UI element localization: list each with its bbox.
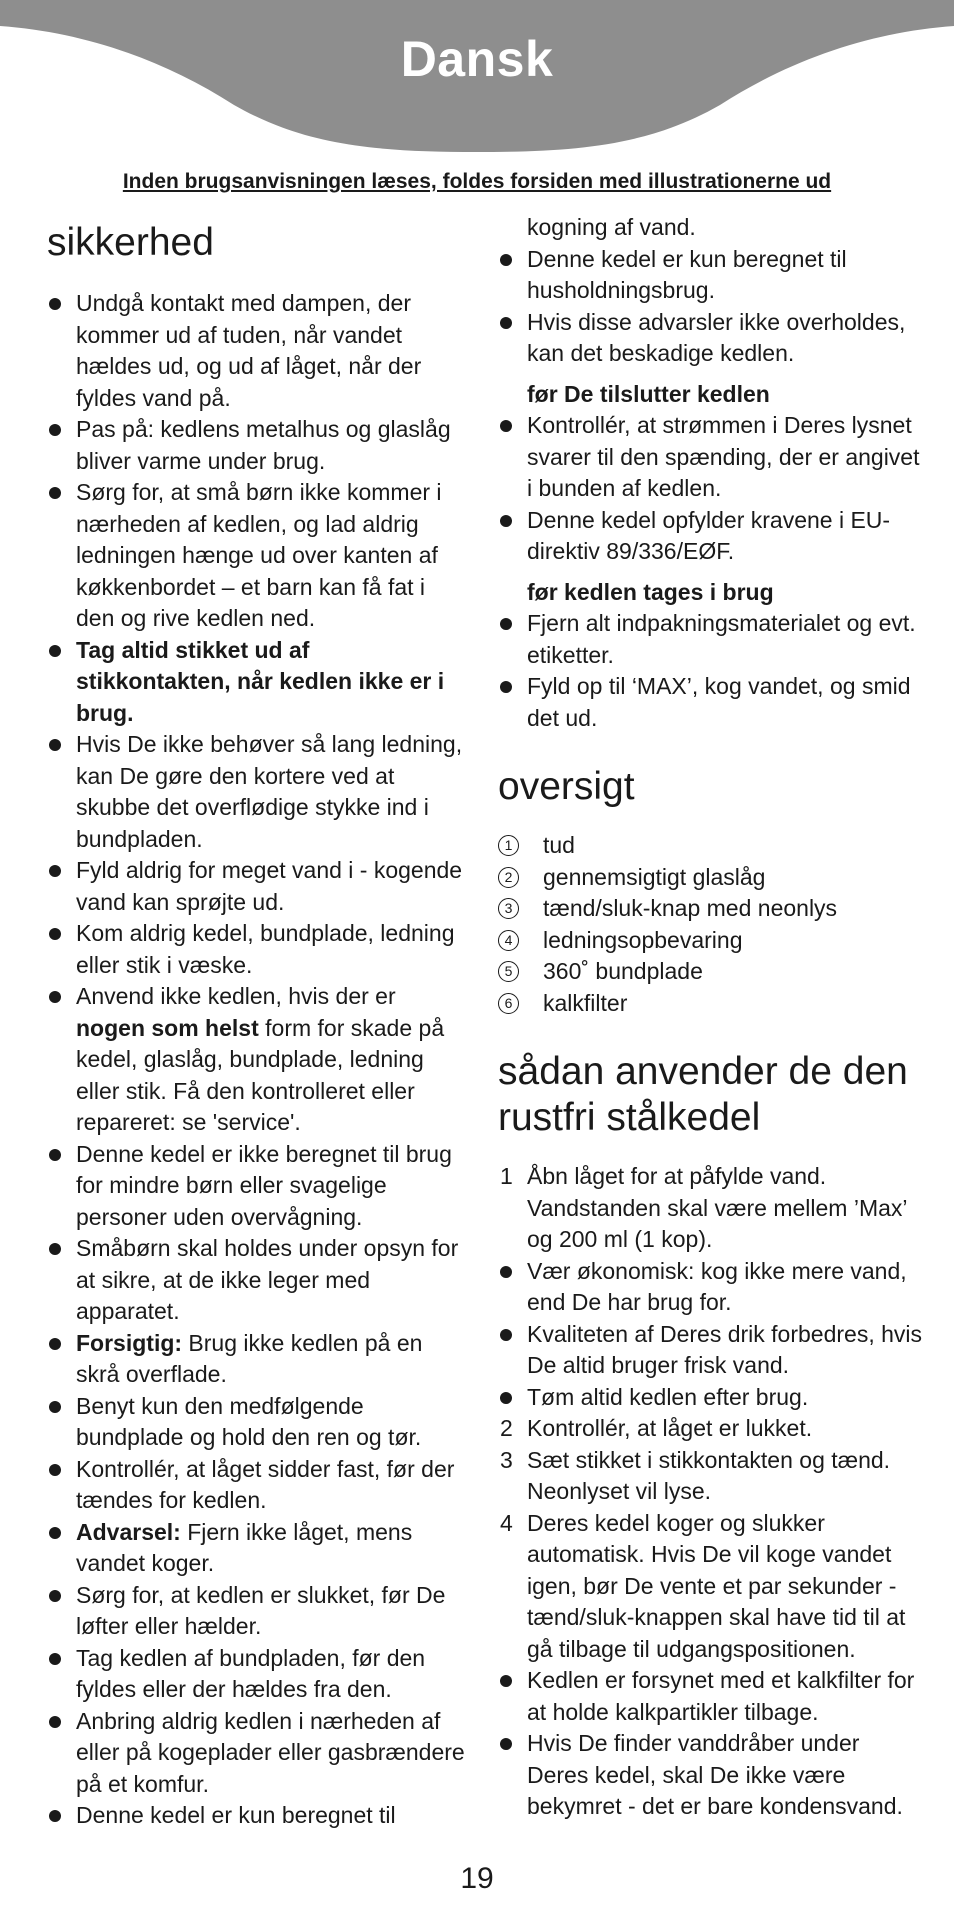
step-text: Kontrollér, at låget er lukket. [527,1415,813,1441]
header-band [0,0,954,160]
list-item [47,1328,467,1391]
list-item: Kedlen er forsynet med et kalkfilter for at holde kalkpartikler tilbage. [498,1665,923,1728]
before-use-list [498,608,923,734]
list-item: Hvis De ikke behøver så lang ledning, kan De gøre den kortere ved at skubbe det overflødige stykke ind i bundpladen. [47,729,467,855]
header-title: Dansk [400,31,554,87]
list-item: Denne kedel opfylder kravene i EU-direktiv 89/336/EØF. [498,505,923,568]
list-item: Hvis De finder vanddråber under Deres kedel, skal De ikke være bekymret - det er bare kondensvand. [498,1728,923,1823]
list-item: Anbring aldrig kedlen i nærheden af eller på kogeplader eller gasbrændere på et komfur. [47,1706,467,1801]
list-item: Hvis disse advarsler ikke overholdes, kan det beskadige kedlen. [498,307,923,370]
list-item: Fyld op til ‘MAX’, kog vandet, og smid det ud. [498,671,923,734]
list-item: Denne kedel er kun beregnet til husholdningsbrug. [498,244,923,307]
list-item: Undgå kontakt med dampen, der kommer ud af tuden, når vandet hældes ud, og ud af låget, når der fyldes vand på. [47,288,467,414]
right-column [498,212,923,1823]
list-item: Fjern alt indpakningsmaterialet og evt. etiketter. [498,608,923,671]
list-item: Tøm altid kedlen efter brug. [498,1382,923,1414]
list-item: Kom aldrig kedel, bundplade, ledning eller stik i væske. [47,918,467,981]
circled-number: 5 [498,961,519,982]
circled-number: 2 [498,867,519,888]
overview-label: tænd/sluk-knap med neonlys [543,895,838,921]
list-item: Kontrollér, at strømmen i Deres lysnet svarer til den spænding, der er angivet i bunden af kedlen. [498,410,923,505]
step-text: Sæt stikket i stikkontakten og tænd. Neonlyset vil lyse. [527,1446,891,1504]
list-item: Benyt kun den medfølgende bundplade og hold den ren og tør. [47,1391,467,1454]
section-heading-safety: sikkerhed [47,221,214,264]
list-item-emphasis: Forsigtig: [76,1329,183,1356]
circled-number: 6 [498,993,519,1014]
overview-item [498,956,923,988]
overview-item [498,862,923,894]
overview-label: gennemsigtigt glaslåg [543,863,766,890]
safety-list-continued [498,212,923,370]
list-item-text: Anvend ikke kedlen, hvis der er [76,983,396,1009]
list-item: Denne kedel er kun beregnet til [47,1800,467,1832]
list-item: Sørg for, at små børn ikke kommer i nærheden af kedlen, og lad aldrig ledningen hænge ud over kanten af køkkenbordet – et barn kan få fat i den og rive kedlen ned. [47,477,467,635]
list-item: Tag altid stikket ud af stikkontakten, når kedlen ikke er i brug. [47,635,467,730]
list-item-text: Brug ikke kedlen på en skrå overflade. [76,1329,423,1387]
step-number: 3 [500,1446,513,1473]
list-item-text: Fjern ikke låget, mens vandet koger. [76,1518,413,1576]
list-item [47,981,467,1139]
list-item: Vær økonomisk: kog ikke mere vand, end De har brug for. [498,1256,923,1319]
list-item: Fyld aldrig for meget vand i - kogende vand kan sprøjte ud. [47,855,467,918]
section-heading-overview: oversigt [498,765,635,808]
subheading-before-use: før kedlen tages i brug [527,578,774,605]
step-number: 2 [500,1415,513,1441]
overview-label: 360˚ bundplade [543,958,703,984]
list-item: Småbørn skal holdes under opsyn for at sikre, at de ikke leger med apparatet. [47,1233,467,1328]
step-number: 4 [500,1509,513,1536]
step-text: Åbn låget for at påfylde vand. Vandstanden skal være mellem ’Max’ og 200 ml (1 kop). [527,1163,907,1252]
circled-number: 1 [498,835,519,856]
usage-list [498,1161,923,1823]
list-item: Kontrollér, at låget sidder fast, før der tændes for kedlen. [47,1454,467,1517]
overview-item [498,830,923,862]
overview-label: ledningsopbevaring [543,926,743,953]
list-item-emphasis: Advarsel: [76,1518,181,1545]
overview-item [498,925,923,957]
safety-list [47,288,467,1832]
step-item [498,1508,923,1666]
list-item-continuation: kogning af vand. [527,214,696,240]
step-item [498,1445,923,1508]
overview-item [498,893,923,925]
overview-label: tud [543,832,575,858]
step-item [498,1161,923,1256]
page-number: 19 [460,1862,494,1895]
overview-list [498,830,923,1019]
section-heading-usage: sådan anvender de den rustfri stålkedel [498,1050,908,1139]
step-text: Deres kedel koger og slukker automatisk. Hvis De vil koge vandet igen, bør De vente et par sekunder - tænd/sluk-knappen skal have tid til at gå tilbage til udgangspositionen. [527,1509,906,1662]
overview-item [498,988,923,1020]
step-number: 1 [500,1163,513,1189]
before-connect-list [498,410,923,568]
left-column [47,212,467,1832]
circled-number: 4 [498,930,519,951]
list-item: Kvaliteten af Deres drik forbedres, hvis De altid bruger frisk vand. [498,1319,923,1382]
list-item-emphasis: nogen som helst [76,1014,259,1041]
overview-label: kalkfilter [543,989,628,1016]
list-item-text: form for skade på kedel, glaslåg, bundplade, ledning eller stik. Få den kontrolleret eller repareret: se 'service'. [76,1014,445,1135]
step-item [498,1413,923,1445]
list-item: Denne kedel er ikke beregnet til brug for mindre børn eller svagelige personer uden overvågning. [47,1139,467,1234]
list-item [47,1517,467,1580]
intro-instruction: Inden brugsanvisningen læses, foldes forsiden med illustrationerne ud [122,170,832,193]
list-item: Pas på: kedlens metalhus og glaslåg bliver varme under brug. [47,414,467,477]
list-item: Sørg for, at kedlen er slukket, før De løfter eller hælder. [47,1580,467,1643]
list-item: Tag kedlen af bundpladen, før den fyldes eller der hældes fra den. [47,1643,467,1706]
circled-number: 3 [498,898,519,919]
subheading-before-connect: før De tilslutter kedlen [527,380,770,407]
